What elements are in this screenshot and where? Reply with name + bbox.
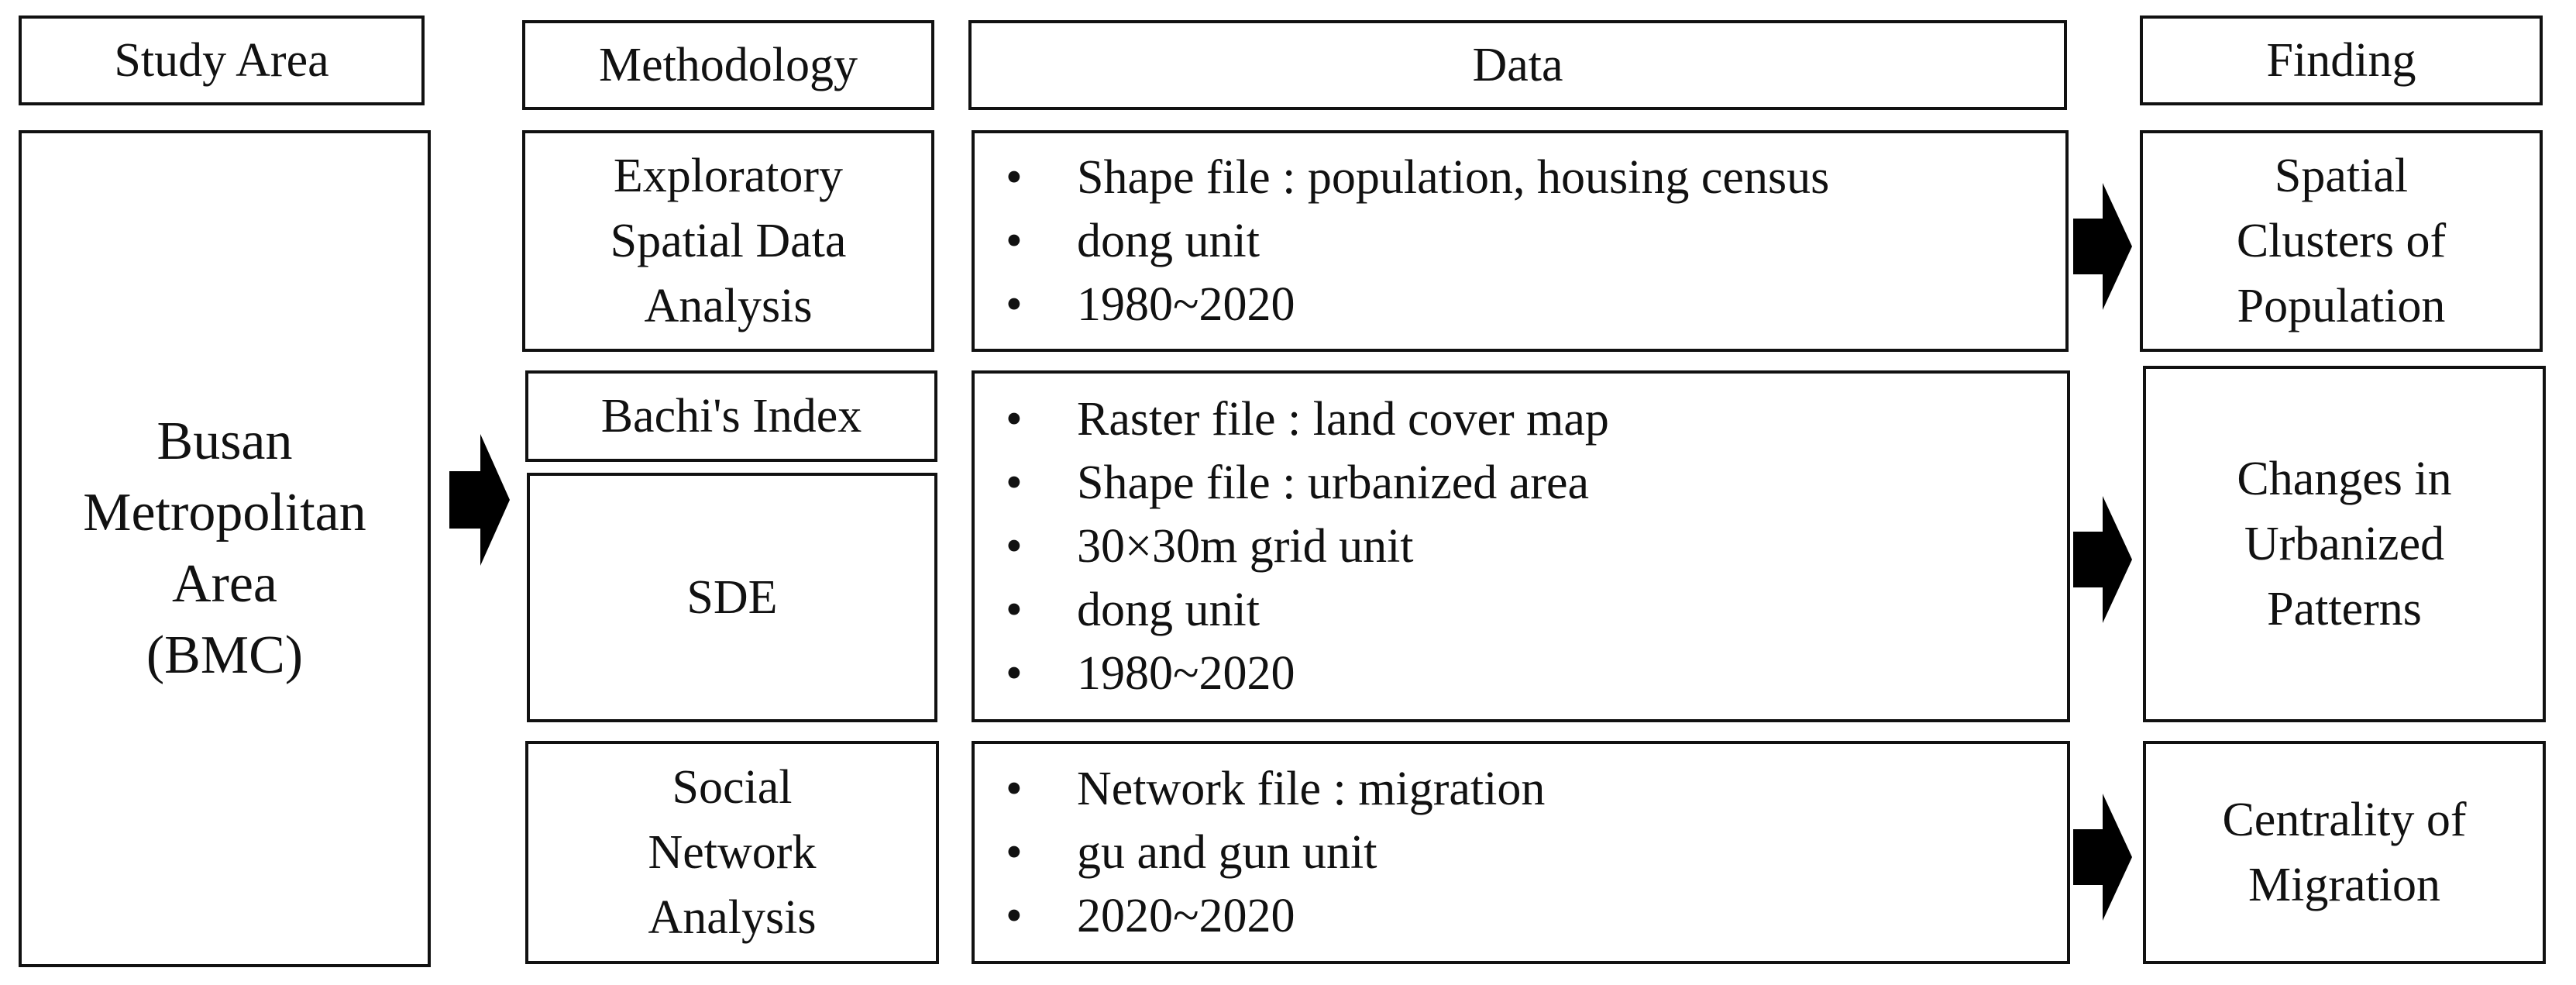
finding-line: Migration	[2248, 859, 2440, 911]
data-box-sna	[972, 741, 2070, 964]
data-item: • dong unit	[1006, 209, 1829, 273]
data-item: • Shape file : urbanized area	[1006, 451, 1609, 515]
finding-line: Clusters of	[2236, 215, 2447, 267]
finding-spatial-clusters	[2140, 130, 2543, 352]
methodology-bachi-index	[525, 370, 937, 462]
data-list	[975, 146, 1829, 336]
data-item: • gu and gun unit	[1006, 821, 1545, 884]
right-arrow-icon	[2073, 183, 2132, 310]
finding-line: Population	[2237, 280, 2446, 332]
data-item: • Shape file : population, housing census	[1006, 146, 1829, 209]
data-box-esda	[972, 130, 2069, 352]
study-area-line: Busan	[156, 412, 293, 471]
data-item: • Network file : migration	[1006, 757, 1545, 821]
data-list	[975, 757, 1545, 948]
data-list	[975, 387, 1609, 705]
right-arrow-icon	[2073, 794, 2132, 921]
header-study-area	[19, 15, 425, 105]
methodology-esda-line: Exploratory	[613, 150, 844, 202]
header-finding	[2140, 15, 2543, 105]
methodology-sde	[527, 473, 937, 722]
right-arrow-icon	[449, 434, 510, 566]
methodology-sna-line: Network	[648, 826, 817, 879]
data-item: • Raster file : land cover map	[1006, 387, 1609, 451]
header-finding-label: Finding	[2266, 33, 2416, 87]
methodology-esda-line: Analysis	[644, 280, 813, 332]
finding-line: Changes in	[2237, 453, 2452, 505]
study-area-line: (BMC)	[146, 625, 304, 685]
finding-line: Spatial	[2274, 150, 2409, 202]
right-arrow-icon	[2073, 496, 2132, 623]
methodology-esda	[522, 130, 934, 352]
finding-line: Urbanized	[2244, 518, 2445, 570]
data-box-urban	[972, 370, 2070, 722]
header-methodology-label: Methodology	[598, 38, 858, 91]
finding-line: Centrality of	[2222, 794, 2467, 846]
methodology-esda-line: Spatial Data	[610, 215, 847, 267]
study-area-box	[19, 130, 431, 967]
data-item: • 1980~2020	[1006, 642, 1609, 705]
header-methodology	[522, 20, 934, 110]
data-item: • 2020~2020	[1006, 884, 1545, 948]
methodology-bachi-label: Bachi's Index	[600, 390, 862, 443]
header-study-area-label: Study Area	[114, 33, 329, 87]
finding-migration-centrality	[2143, 741, 2546, 964]
data-item: • dong unit	[1006, 578, 1609, 642]
finding-urbanized-patterns	[2143, 366, 2546, 722]
data-item: • 30×30m grid unit	[1006, 515, 1609, 578]
methodology-sde-label: SDE	[686, 571, 778, 624]
header-data-label: Data	[1472, 38, 1563, 91]
methodology-sna-line: Social	[672, 761, 793, 814]
methodology-sna	[525, 741, 939, 964]
study-area-line: Metropolitan	[83, 483, 366, 542]
methodology-sna-line: Analysis	[648, 891, 817, 944]
study-area-line: Area	[171, 554, 277, 614]
finding-line: Patterns	[2267, 583, 2422, 635]
header-data	[968, 20, 2067, 110]
data-item: • 1980~2020	[1006, 273, 1829, 336]
